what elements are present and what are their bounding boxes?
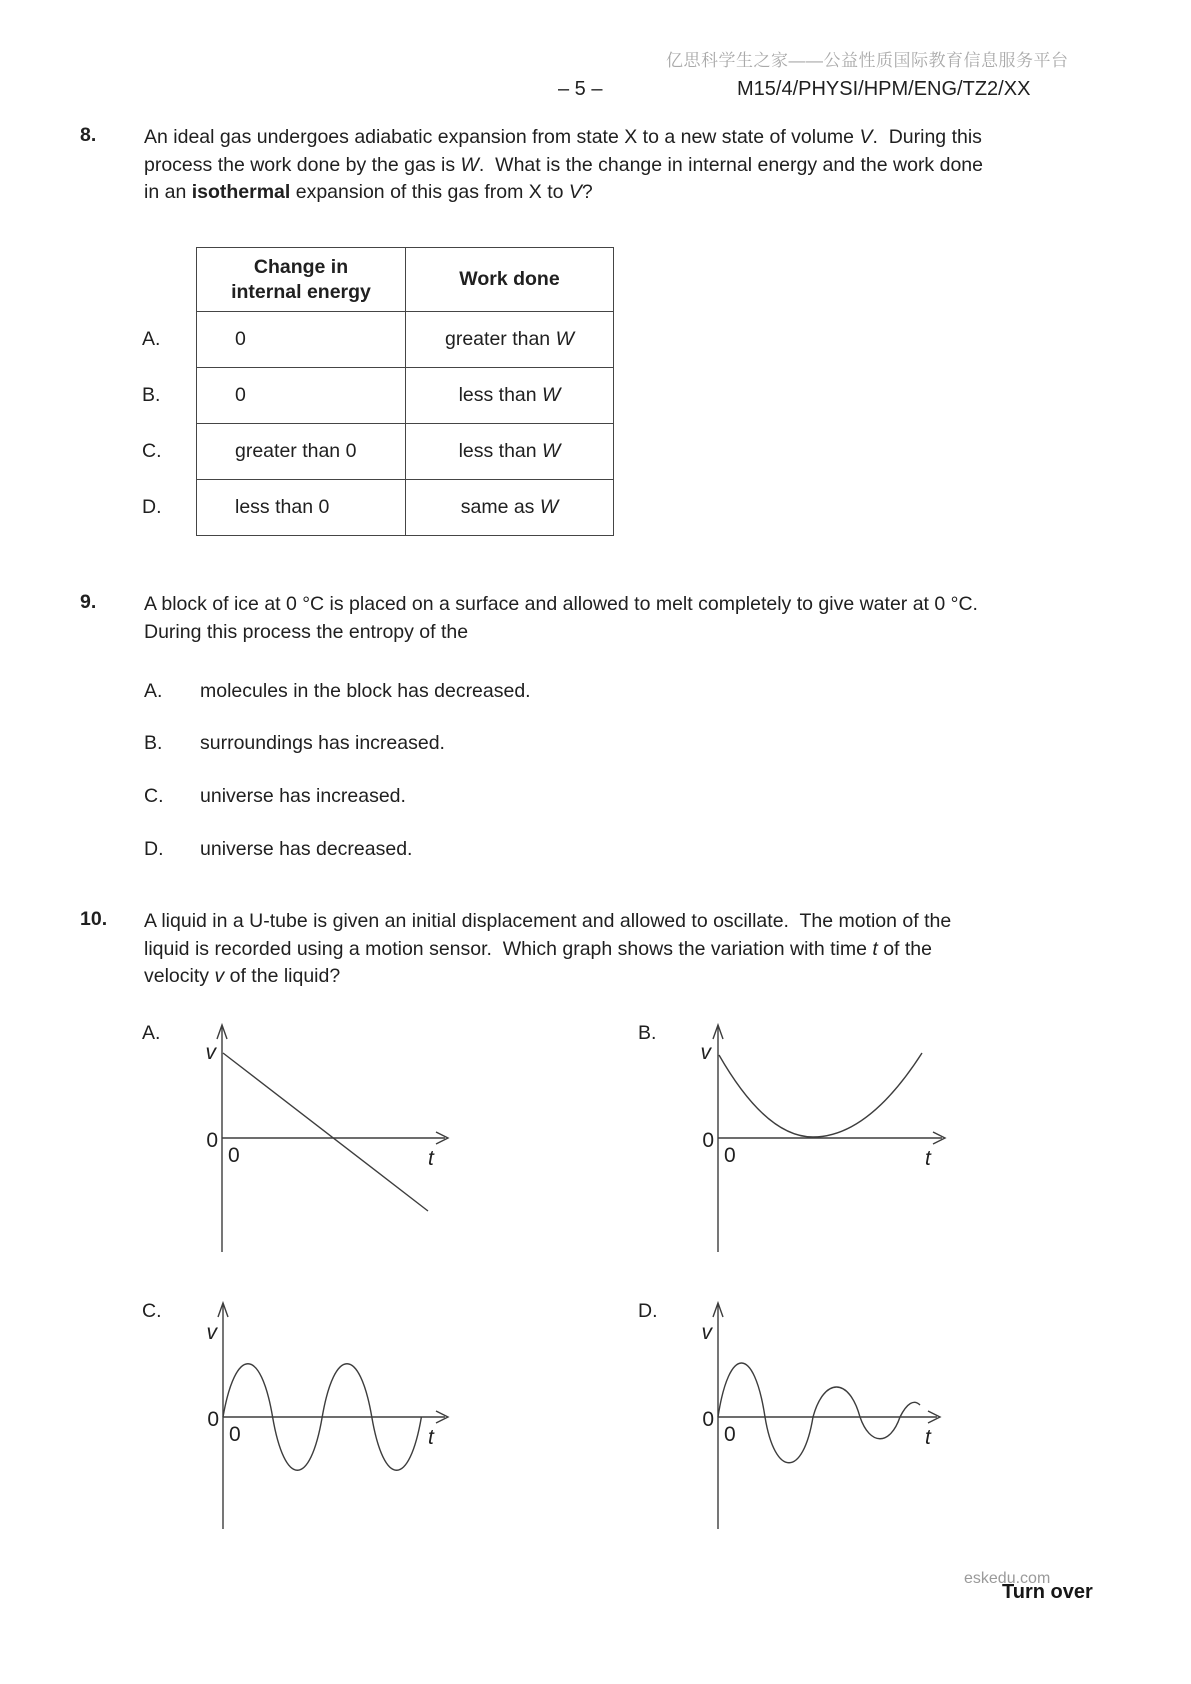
q8-number: 8.	[80, 124, 97, 146]
v-axis-label: v	[205, 1041, 216, 1064]
cell-c-work: less than W	[406, 424, 614, 480]
time-zero-label: 0	[724, 1423, 736, 1446]
origin-zero-label: 0	[207, 1408, 219, 1431]
q9-option-b	[144, 732, 445, 755]
t-axis-label: t	[925, 1426, 931, 1449]
q9-option-a	[144, 680, 531, 703]
time-zero-label: 0	[229, 1423, 241, 1446]
time-zero-label: 0	[724, 1144, 736, 1167]
option-text: molecules in the block has decreased.	[200, 680, 531, 702]
origin-zero-label: 0	[702, 1408, 714, 1431]
graph-d-curve	[718, 1363, 920, 1463]
q9-option-d	[144, 838, 412, 861]
q8-row-letter-c: C.	[142, 440, 162, 462]
col-header-work-done: Work done	[406, 248, 614, 312]
cell-b-change: 0	[197, 368, 406, 424]
site-banner: 亿思科学生之家——公益性质国际教育信息服务平台	[666, 51, 1069, 70]
table-row	[197, 312, 614, 368]
cell-a-work: greater than W	[406, 312, 614, 368]
q8-row-letter-a: A.	[142, 328, 161, 350]
v-axis-label: v	[700, 1041, 711, 1064]
table-row	[197, 424, 614, 480]
graph-a-curve	[223, 1053, 428, 1211]
table-row	[197, 480, 614, 536]
page-number: – 5 –	[558, 78, 603, 100]
cell-d-work: same as W	[406, 480, 614, 536]
graph-b-curve	[719, 1053, 922, 1137]
option-letter: A.	[144, 680, 163, 702]
t-axis-label: t	[925, 1147, 931, 1170]
cell-b-work: less than W	[406, 368, 614, 424]
time-zero-label: 0	[228, 1144, 240, 1167]
table-row	[197, 368, 614, 424]
q9-number: 9.	[80, 591, 97, 613]
q8-row-letter-d: D.	[142, 496, 162, 518]
graph-d	[686, 1295, 956, 1535]
v-axis-label: v	[206, 1321, 217, 1344]
paper-code: M15/4/PHYSI/HPM/ENG/TZ2/XX	[737, 78, 1031, 100]
q10-body: A liquid in a U-tube is given an initial displacement and allowed to oscillate. The motion of the liquid is recorded using a motion sensor. Which graph shows the variation with time t of the velocity v of the liquid?	[144, 910, 952, 987]
q9-body: A block of ice at 0 °C is placed on a surface and allowed to melt completely to give water at 0 °C. During this process the entropy of the	[144, 593, 978, 643]
v-axis-label: v	[701, 1321, 712, 1344]
cell-d-change: less than 0	[197, 480, 406, 536]
cell-a-change: 0	[197, 312, 406, 368]
col-header-change-in-internal-energy: Change in internal energy	[197, 248, 406, 312]
q9-option-c	[144, 785, 406, 808]
origin-zero-label: 0	[702, 1129, 714, 1152]
q8-answer-table	[196, 247, 614, 536]
graph-c-letter: C.	[142, 1300, 162, 1322]
option-letter: B.	[144, 732, 163, 754]
option-letter: D.	[144, 838, 164, 860]
graph-c	[190, 1295, 460, 1535]
graph-b-letter: B.	[638, 1022, 657, 1044]
option-letter: C.	[144, 785, 164, 807]
q8-row-letter-b: B.	[142, 384, 161, 406]
cell-c-change: greater than 0	[197, 424, 406, 480]
option-text: universe has decreased.	[200, 838, 413, 860]
table-header-row	[197, 248, 614, 312]
q8-body: An ideal gas undergoes adiabatic expansion from state X to a new state of volume V. During this process the work done by the gas is W. What is the change in internal energy and the work done in an isothermal expansion of this gas from X to V?	[144, 126, 983, 203]
origin-zero-label: 0	[206, 1129, 218, 1152]
graph-a-letter: A.	[142, 1022, 161, 1044]
graph-b	[686, 1015, 956, 1260]
t-axis-label: t	[428, 1426, 434, 1449]
graph-a	[190, 1015, 460, 1260]
t-axis-label: t	[428, 1147, 434, 1170]
option-text: surroundings has increased.	[200, 732, 445, 754]
graph-d-letter: D.	[638, 1300, 658, 1322]
q10-number: 10.	[80, 908, 108, 930]
turn-over-label: Turn over	[1002, 1581, 1093, 1603]
footer-watermark: eskedu.com	[964, 1570, 1051, 1587]
option-text: universe has increased.	[200, 785, 406, 807]
